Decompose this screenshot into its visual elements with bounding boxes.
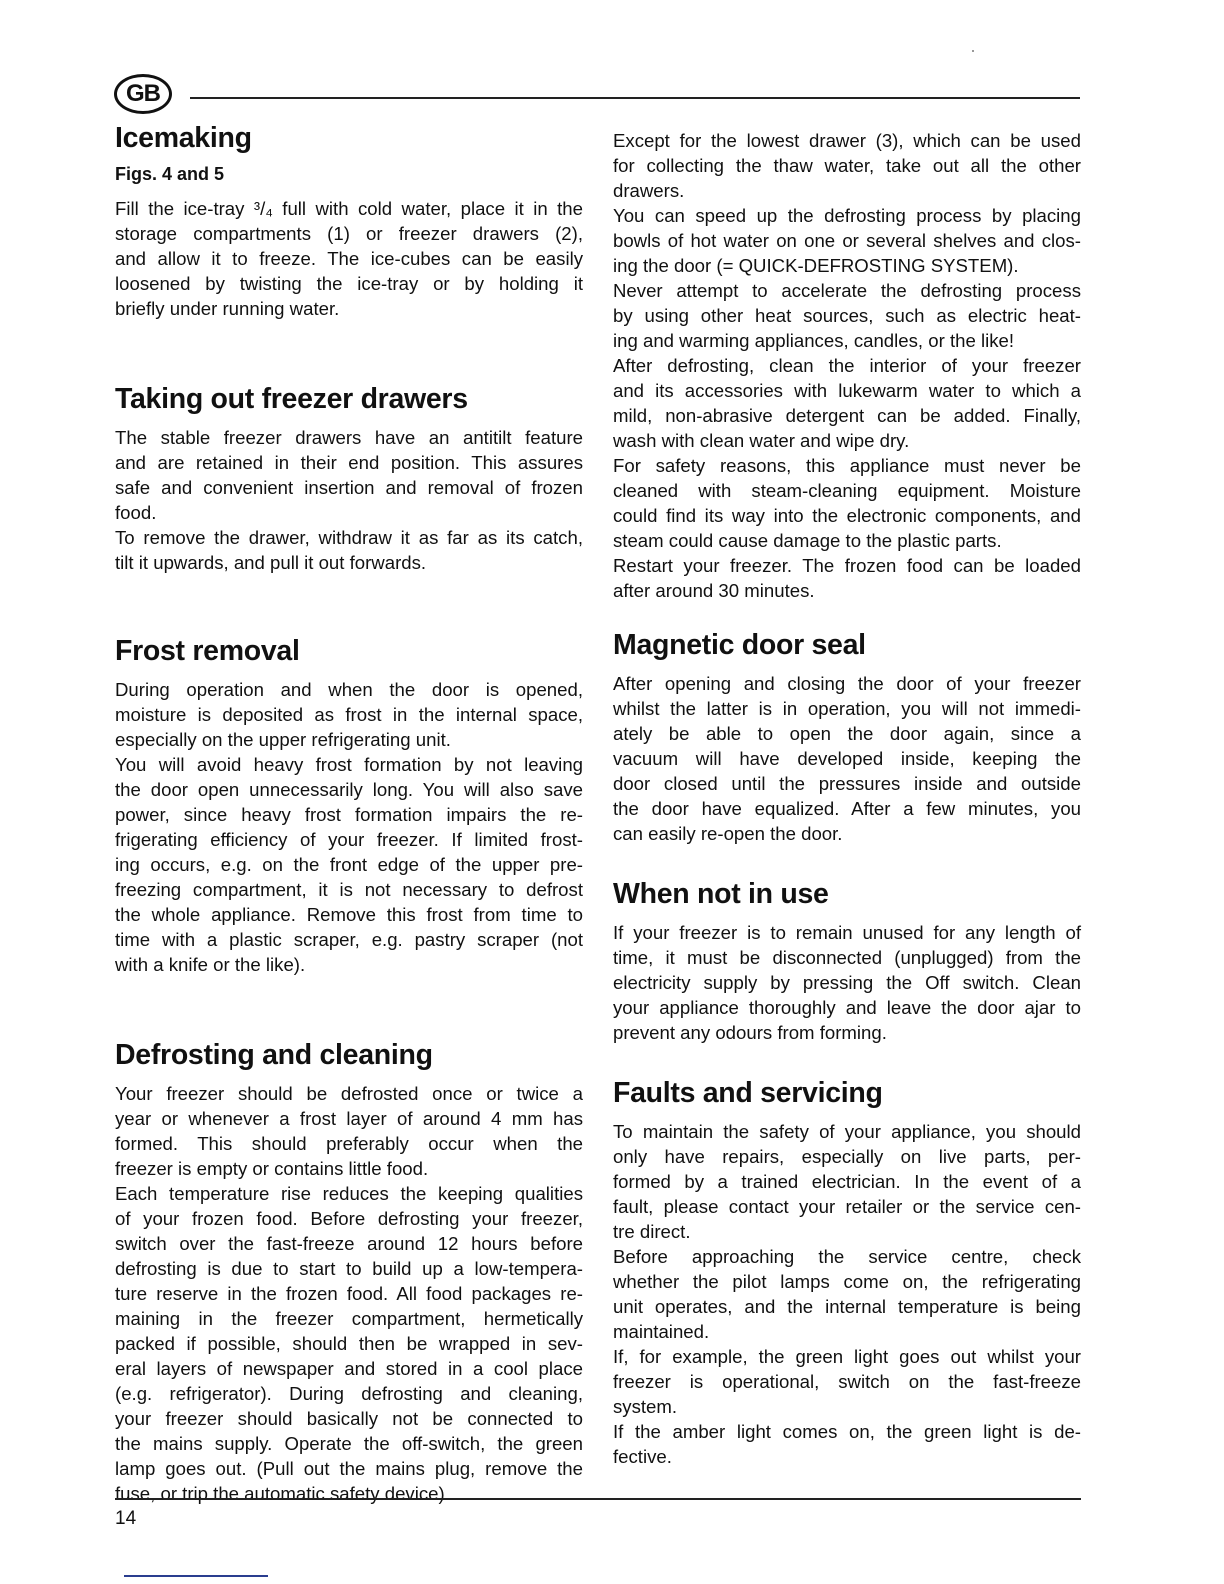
text-line: ing the door (= QUICK-DEFROSTING SYSTEM). xyxy=(613,255,1019,276)
paragraph xyxy=(613,453,1081,553)
text-line: eral layers of newspaper and stored in a cool place xyxy=(115,1358,583,1379)
section-continued xyxy=(613,128,1081,603)
text-line: ing and warming appliances, candles, or the like! xyxy=(613,330,1015,351)
text-line: maintained. xyxy=(613,1321,710,1342)
text-line: Except for the lowest drawer (3), which can be used xyxy=(613,130,1081,151)
text-line: power, since heavy frost formation impairs the re- xyxy=(115,804,583,825)
text-line: could find its way into the electronic components, and xyxy=(613,505,1081,526)
text-line: Fill the ice-tray ³/₄ full with cold water, place it in the xyxy=(115,198,583,219)
footer-blue-rule xyxy=(124,1575,268,1577)
paragraph xyxy=(613,1344,1081,1419)
paragraph xyxy=(613,1119,1081,1244)
text-line: can easily re-open the door. xyxy=(613,823,843,844)
text-line: ture reserve in the frozen food. All food packages re- xyxy=(115,1283,583,1304)
text-line: ately be able to open the door again, since a xyxy=(613,723,1081,744)
text-line: drawers. xyxy=(613,180,685,201)
right-column xyxy=(613,128,1081,1469)
header-rule xyxy=(190,97,1080,99)
section-when-not-in-use xyxy=(613,874,1081,1045)
text-line: freezing compartment, it is not necessary to defrost xyxy=(115,879,583,900)
scan-speck xyxy=(972,50,974,52)
text-line: with a knife or the like). xyxy=(115,954,306,975)
text-line: (e.g. refrigerator). During defrosting and cleaning, xyxy=(115,1383,583,1404)
text-line: moisture is deposited as frost in the internal space, xyxy=(115,704,583,725)
text-line: ing occurs, e.g. on the front edge of the upper pre- xyxy=(115,854,583,875)
section-frost-removal xyxy=(115,631,583,977)
text-line: fuse, or trip the automatic safety device). xyxy=(115,1483,450,1504)
section-taking-out-freezer-drawers xyxy=(115,379,583,575)
text-line: tilt it upwards, and pull it out forwards. xyxy=(115,552,427,573)
paragraph xyxy=(115,752,583,977)
text-line: The stable freezer drawers have an antitilt feature xyxy=(115,427,583,448)
paragraph xyxy=(115,525,583,575)
text-line: your appliance thoroughly and leave the door ajar to xyxy=(613,997,1081,1018)
text-line: tre direct. xyxy=(613,1221,691,1242)
text-line: only have repairs, especially on live parts, per- xyxy=(613,1146,1081,1167)
text-line: frigerating efficiency of your freezer. If limited frost- xyxy=(115,829,583,850)
text-line: time, it must be disconnected (unplugged) from the xyxy=(613,947,1081,968)
text-line: To remove the drawer, withdraw it as far as its catch, xyxy=(115,527,583,548)
text-line: the mains supply. Operate the off-switch, the green xyxy=(115,1433,583,1454)
text-line: cleaned with steam-cleaning equipment. Moisture xyxy=(613,480,1081,501)
paragraph xyxy=(115,677,583,752)
section-heading: Icemaking xyxy=(115,122,252,154)
paragraph xyxy=(115,1181,583,1506)
text-line: If, for example, the green light goes out whilst your xyxy=(613,1346,1081,1367)
text-line: switch over the fast-freeze around 12 hours before xyxy=(115,1233,583,1254)
text-line: steam could cause damage to the plastic parts. xyxy=(613,530,1002,551)
section-icemaking xyxy=(115,118,583,321)
text-line: freezer is empty or contains little food. xyxy=(115,1158,429,1179)
text-line: door closed until the pressures inside and outside xyxy=(613,773,1081,794)
page-number: 14 xyxy=(115,1508,137,1529)
text-line: wash with clean water and wipe dry. xyxy=(613,430,910,451)
text-line: briefly under running water. xyxy=(115,298,340,319)
text-line: packed if possible, should then be wrapped in sev- xyxy=(115,1333,583,1354)
text-line: of your frozen food. Before defrosting your freezer, xyxy=(115,1208,583,1229)
left-column xyxy=(115,118,583,1506)
paragraph xyxy=(115,425,583,525)
text-line: the door open unnecessarily long. You will also save xyxy=(115,779,583,800)
text-line: Before approaching the service centre, check xyxy=(613,1246,1081,1267)
paragraph xyxy=(613,671,1081,846)
section-faults-and-servicing xyxy=(613,1073,1081,1469)
text-line: If the amber light comes on, the green light is de- xyxy=(613,1421,1081,1442)
section-heading: Defrosting and cleaning xyxy=(115,1039,433,1071)
text-line: During operation and when the door is opened, xyxy=(115,679,583,700)
text-line: You can speed up the defrosting process by placing xyxy=(613,205,1081,226)
paragraph xyxy=(613,1244,1081,1344)
text-line: defrosting is due to start to build up a low-tempera- xyxy=(115,1258,583,1279)
text-line: electricity supply by pressing the Off switch. Clean xyxy=(613,972,1081,993)
text-line: safe and convenient insertion and removal of frozen xyxy=(115,477,583,498)
text-line: for collecting the thaw water, take out all the other xyxy=(613,155,1081,176)
section-heading: Faults and servicing xyxy=(613,1077,883,1109)
section-heading: When not in use xyxy=(613,878,829,910)
text-line: the whole appliance. Remove this frost from time to xyxy=(115,904,583,925)
text-line: vacuum will have developed inside, keeping the xyxy=(613,748,1081,769)
text-line: You will avoid heavy frost formation by not leaving xyxy=(115,754,583,775)
text-line: year or whenever a frost layer of around 4 mm has xyxy=(115,1108,583,1129)
text-line: Restart your freezer. The frozen food can be loaded xyxy=(613,555,1081,576)
text-line: system. xyxy=(613,1396,678,1417)
text-line: Each temperature rise reduces the keeping qualities xyxy=(115,1183,583,1204)
text-line: the door have equalized. After a few minutes, you xyxy=(613,798,1081,819)
text-line: loosened by twisting the ice-tray or by holding it xyxy=(115,273,583,294)
text-line: fective. xyxy=(613,1446,672,1467)
text-line: time with a plastic scraper, e.g. pastry scraper (not xyxy=(115,929,583,950)
text-line: fault, please contact your retailer or the service cen- xyxy=(613,1196,1081,1217)
text-line: by using other heat sources, such as electric heat- xyxy=(613,305,1081,326)
section-gap xyxy=(115,321,583,379)
text-line: and are retained in their end position. This assures xyxy=(115,452,583,473)
section-gap xyxy=(613,1045,1081,1073)
paragraph xyxy=(115,1081,583,1181)
text-line: unit operates, and the internal temperature is being xyxy=(613,1296,1081,1317)
section-gap xyxy=(115,977,583,1035)
text-line: whilst the latter is in operation, you will not immedi- xyxy=(613,698,1081,719)
paragraph xyxy=(613,203,1081,278)
text-line: After defrosting, clean the interior of your freezer xyxy=(613,355,1081,376)
text-line: prevent any odours from forming. xyxy=(613,1022,887,1043)
section-heading: Frost removal xyxy=(115,635,300,667)
section-magnetic-door-seal xyxy=(613,625,1081,846)
text-line: lamp goes out. (Pull out the mains plug, remove the xyxy=(115,1458,583,1479)
text-line: If your freezer is to remain unused for any length of xyxy=(613,922,1081,943)
text-line: formed by a trained electrician. In the event of a xyxy=(613,1171,1081,1192)
paragraph xyxy=(613,128,1081,203)
text-line: especially on the upper refrigerating unit. xyxy=(115,729,451,750)
text-line: after around 30 minutes. xyxy=(613,580,815,601)
language-badge-gb: GB xyxy=(114,74,172,114)
footer-rule xyxy=(115,1498,1081,1500)
text-line: and allow it to freeze. The ice-cubes can be easily xyxy=(115,248,583,269)
text-line: food. xyxy=(115,502,157,523)
section-defrosting-and-cleaning xyxy=(115,1035,583,1506)
paragraph xyxy=(613,1419,1081,1469)
text-line: maining in the freezer compartment, hermetically xyxy=(115,1308,583,1329)
text-line: After opening and closing the door of your freezer xyxy=(613,673,1081,694)
section-gap xyxy=(115,575,583,631)
text-line: storage compartments (1) or freezer drawers (2), xyxy=(115,223,583,244)
paragraph xyxy=(613,553,1081,603)
text-line: formed. This should preferably occur when the xyxy=(115,1133,583,1154)
text-line: freezer is operational, switch on the fast-freeze xyxy=(613,1371,1081,1392)
section-heading: Taking out freezer drawers xyxy=(115,383,468,415)
text-line: Your freezer should be defrosted once or twice a xyxy=(115,1083,583,1104)
text-line: your freezer should basically not be connected to xyxy=(115,1408,583,1429)
paragraph xyxy=(115,196,583,321)
text-line: whether the pilot lamps come on, the refrigerating xyxy=(613,1271,1081,1292)
text-line: mild, non-abrasive detergent can be added. Finally, xyxy=(613,405,1081,426)
text-line: bowls of hot water on one or several shelves and clos- xyxy=(613,230,1081,251)
section-subheading: Figs. 4 and 5 xyxy=(115,164,225,184)
section-heading: Magnetic door seal xyxy=(613,629,866,661)
paragraph xyxy=(613,353,1081,453)
section-gap xyxy=(613,846,1081,874)
paragraph xyxy=(613,920,1081,1045)
paragraph xyxy=(613,278,1081,353)
text-line: To maintain the safety of your appliance, you should xyxy=(613,1121,1081,1142)
text-line: For safety reasons, this appliance must never be xyxy=(613,455,1081,476)
section-gap xyxy=(613,603,1081,625)
text-line: Never attempt to accelerate the defrosting process xyxy=(613,280,1081,301)
text-line: and its accessories with lukewarm water to which a xyxy=(613,380,1081,401)
